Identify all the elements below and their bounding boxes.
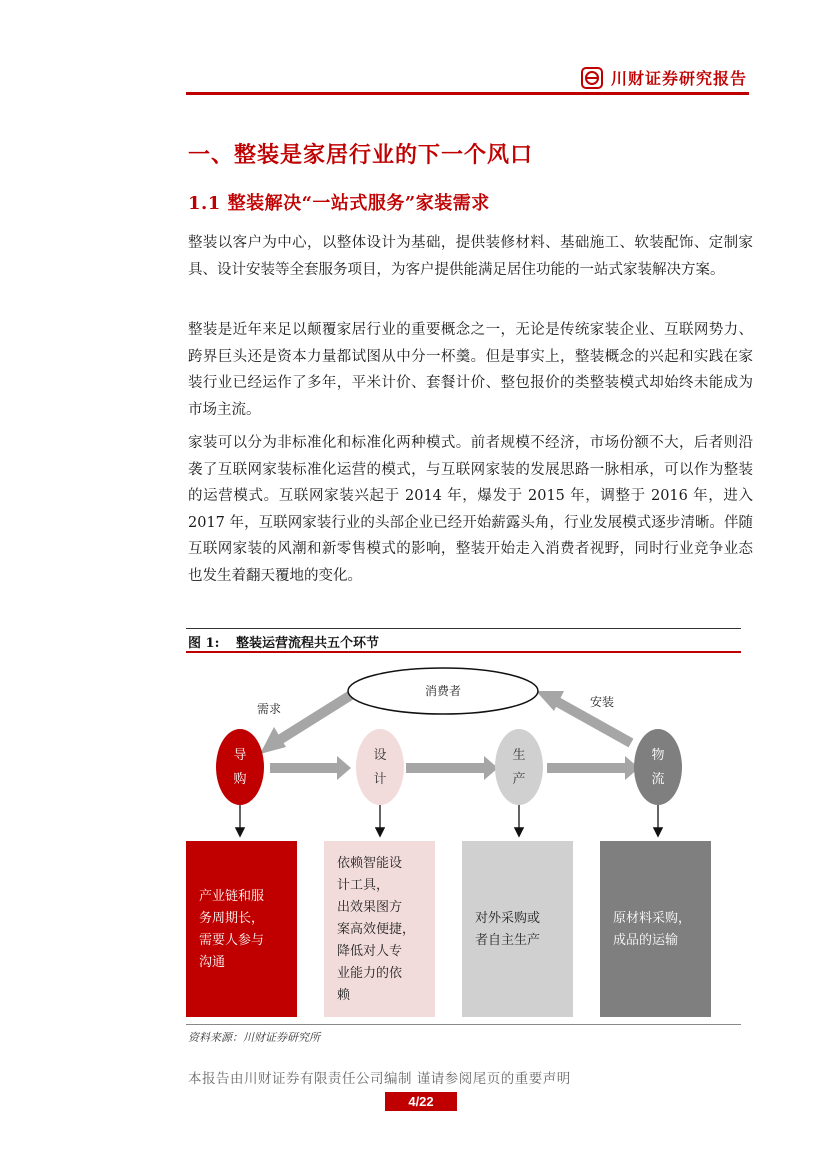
flow-arrow-1	[270, 756, 351, 780]
stage-box-text-2-2: 计工具，	[337, 878, 390, 893]
paragraph-2: 整装是近年来足以颠覆家居行业的重要概念之一，无论是传统家装企业、互联网势力、跨界巨头还是资本力量都试图从中分一杯羹。但是事实上，整装概念的兴起和实践在家装行业已经运作了多年，平米计价、套餐计价、整包报价的类整装模式却始终未能成为市场主流。	[188, 322, 753, 418]
stage-box-3	[462, 841, 573, 1017]
stage-box-1	[186, 841, 297, 1017]
stage-box-text-1-2: 务周期长，	[199, 911, 265, 926]
stage-box-text-3-2: 者自主生产	[475, 933, 541, 948]
brand-logo-icon	[581, 67, 603, 89]
stage-box-text-2-1: 依赖智能设	[337, 856, 403, 871]
figure-title-rule	[186, 651, 741, 653]
stage-box-text-2-5: 降低对人专	[337, 944, 403, 959]
stage-node-2	[356, 729, 404, 805]
flow-arrow-3	[547, 756, 639, 780]
paragraph-1: 整装以客户为中心，以整体设计为基础，提供装修材料、基础施工、软装配饰、定制家具、设计安装等全套服务项目，为客户提供能满足居住功能的一站式家装解决方案。	[188, 235, 753, 278]
stage-node-1	[216, 729, 264, 805]
process-diagram	[186, 655, 741, 1020]
stage-label-3-1: 生	[512, 748, 526, 763]
stage-box-text-4-1: 原材料采购，	[613, 911, 692, 926]
stage-box-text-2-7: 赖	[337, 988, 351, 1003]
demand-label: 需求	[257, 702, 282, 716]
figure-top-rule	[186, 628, 741, 629]
stage-label-2-2: 计	[373, 772, 387, 787]
stage-label-4-2: 流	[651, 772, 665, 787]
header-divider	[186, 92, 749, 95]
stage-box-4	[600, 841, 711, 1017]
stage-label-3-2: 产	[512, 772, 526, 787]
stage-node-3	[495, 729, 543, 805]
stage-box-text-3-1: 对外采购或	[475, 911, 541, 926]
paragraph-3: 家装可以分为非标准化和标准化两种模式。前者规模不经济，市场份额不大，后者则沿袭了互联网家装标准化运营的模式，与互联网家装的发展思路一脉相承，可以作为整装的运营模式。互联网家装兴起于 2014 年，爆发于 2015 年，调整于 2016 年，进入 2017 年，互联网家装行业的头部企业已经开始薪露头角，行业发展模式逐步清晰。伴随互联网家装的风潮和新零售模式的影响，整装开始走入消费者视野，同时行业竞争业态也发生着翻天覆地的变化。	[188, 435, 753, 584]
source-rule	[186, 1024, 741, 1025]
stage-box-text-1-1: 产业链和服	[199, 889, 265, 904]
stage-node-4	[634, 729, 682, 805]
stage-box-text-2-3: 出效果图方	[337, 900, 403, 915]
page-number: 4/22	[385, 1092, 457, 1111]
stage-box-text-1-4: 沟通	[199, 955, 226, 970]
stage-label-4-1: 物	[651, 748, 665, 763]
stage-label-1-1: 导	[233, 748, 247, 763]
brand-header	[581, 66, 747, 89]
figure-title: 整装运营流程共五个环节	[236, 636, 380, 651]
footer-disclaimer: 本报告由川财证券有限责任公司编制 谨请参阅尾页的重要声明	[188, 1071, 571, 1087]
section-subtitle: 1.1 整装解决“一站式服务”家装需求	[188, 193, 490, 214]
figure-source: 资料来源：川财证券研究所	[188, 1031, 320, 1044]
figure-number: 图 1:	[188, 636, 220, 651]
stage-label-1-2: 购	[233, 772, 247, 787]
figure-caption	[188, 632, 379, 651]
consumer-label: 消费者	[424, 684, 462, 698]
stage-box-text-2-6: 业能力的依	[337, 966, 403, 981]
section-title: 一、整装是家居行业的下一个风口	[188, 142, 534, 168]
brand-text: 川财证券研究报告	[610, 69, 747, 88]
stage-box-text-2-4: 案高效便捷，	[337, 922, 416, 937]
stage-box-text-1-3: 需要人参与	[199, 933, 265, 948]
stage-label-2-1: 设	[373, 748, 387, 763]
flow-arrow-2	[406, 756, 498, 780]
stage-box-text-4-2: 成品的运输	[613, 933, 679, 948]
install-label: 安装	[590, 695, 615, 709]
install-arrow	[536, 691, 631, 743]
